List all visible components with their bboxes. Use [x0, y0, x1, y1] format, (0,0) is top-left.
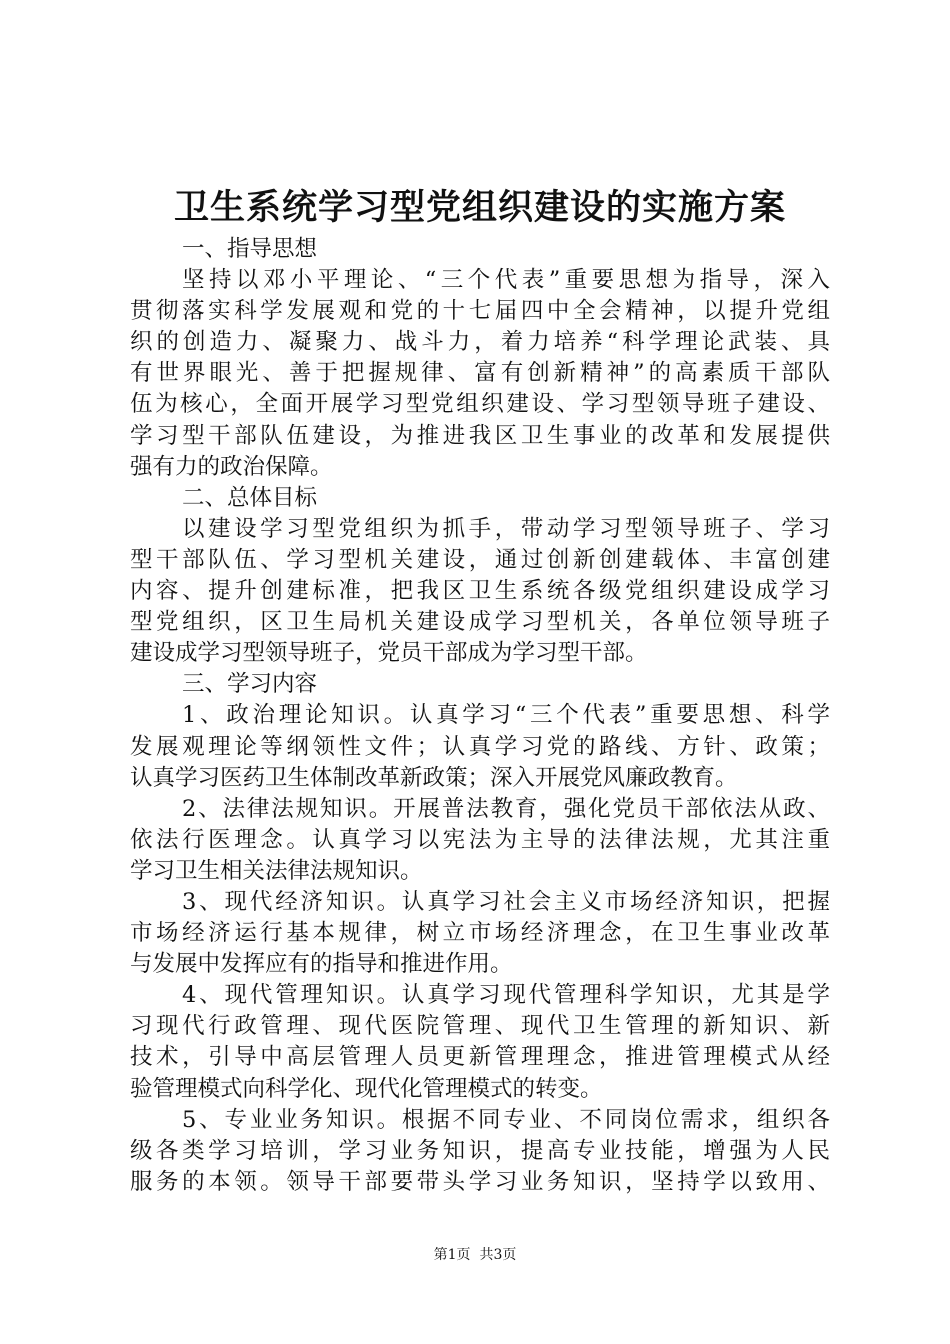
paragraph-line: 2、法律法规知识。开展普法教育，强化党员干部依法从政、: [182, 795, 830, 822]
paragraph-line: 学习卫生相关法律法规知识。: [130, 857, 423, 884]
paragraph-line: 1、政治理论知识。认真学习“三个代表”重要思想、科学: [182, 702, 830, 729]
section-heading-overall-goal: 二、总体目标: [182, 484, 318, 511]
paragraph-line: 级各类学习培训，学习业务知识，提高专业技能，增强为人民: [130, 1137, 830, 1164]
paragraph-line: 型干部队伍、学习型机关建设，通过创新创建载体、丰富创建: [130, 546, 830, 573]
section-heading-guiding-ideology: 一、指导思想: [182, 236, 318, 262]
paragraph-line: 依法行医理念。认真学习以宪法为主导的法律法规，尤其注重: [130, 826, 830, 853]
paragraph-line: 发展观理论等纲领性文件；认真学习党的路线、方针、政策；: [130, 733, 830, 760]
paragraph-line: 3、现代经济知识。认真学习社会主义市场经济知识，把握: [182, 888, 830, 915]
paragraph-line: 认真学习医药卫生体制改革新政策；深入开展党风廉政教育。: [130, 764, 738, 791]
paragraph-line: 5、专业业务知识。根据不同专业、不同岗位需求，组织各: [182, 1106, 830, 1133]
document-body: [130, 234, 830, 1198]
paragraph-line: 学习型干部队伍建设，为推进我区卫生事业的改革和发展提供: [130, 422, 830, 449]
paragraph-line: 强有力的政治保障。: [130, 453, 333, 480]
paragraph-line: 4、现代管理知识。认真学习现代管理科学知识，尤其是学: [182, 982, 830, 1009]
paragraph-line: 市场经济运行基本规律，树立市场经济理念，在卫生事业改革: [130, 920, 830, 947]
section-heading-learning-content: 三、学习内容: [182, 671, 318, 698]
paragraph-line: 习现代行政管理、现代医院管理、现代卫生管理的新知识、新: [130, 1013, 830, 1040]
paragraph-line: 型党组织，区卫生局机关建设成学习型机关，各单位领导班子: [130, 609, 830, 636]
paragraph-line: 与发展中发挥应有的指导和推进作用。: [130, 951, 513, 978]
document-title: 卫生系统学习型党组织建设的实施方案: [173, 188, 786, 228]
paragraph-line: 建设成学习型领导班子，党员干部成为学习型干部。: [130, 640, 648, 667]
paragraph-line: 织的创造力、凝聚力、战斗力，着力培养“科学理论武装、具: [130, 329, 830, 356]
paragraph-line: 坚持以邓小平理论、“三个代表”重要思想为指导，深入: [182, 267, 830, 294]
paragraph-line: 验管理模式向科学化、现代化管理模式的转变。: [130, 1075, 603, 1102]
paragraph-line: 技术，引导中高层管理人员更新管理理念，推进管理模式从经: [130, 1044, 830, 1071]
paragraph-line: 伍为核心，全面开展学习型党组织建设、学习型领导班子建设、: [130, 391, 830, 418]
paragraph-line: 有世界眼光、善于把握规律、富有创新精神”的高素质干部队: [130, 360, 830, 387]
paragraph-line: 内容、提升创建标准，把我区卫生系统各级党组织建设成学习: [130, 578, 830, 605]
paragraph-line: 以建设学习型党组织为抓手，带动学习型领导班子、学习: [182, 515, 830, 542]
paragraph-line: 贯彻落实科学发展观和党的十七届四中全会精神，以提升党组: [130, 298, 830, 325]
page-number-footer: 第1页 共3页: [433, 1247, 517, 1263]
paragraph-line: 服务的本领。领导干部要带头学习业务知识，坚持学以致用、: [130, 1168, 830, 1195]
